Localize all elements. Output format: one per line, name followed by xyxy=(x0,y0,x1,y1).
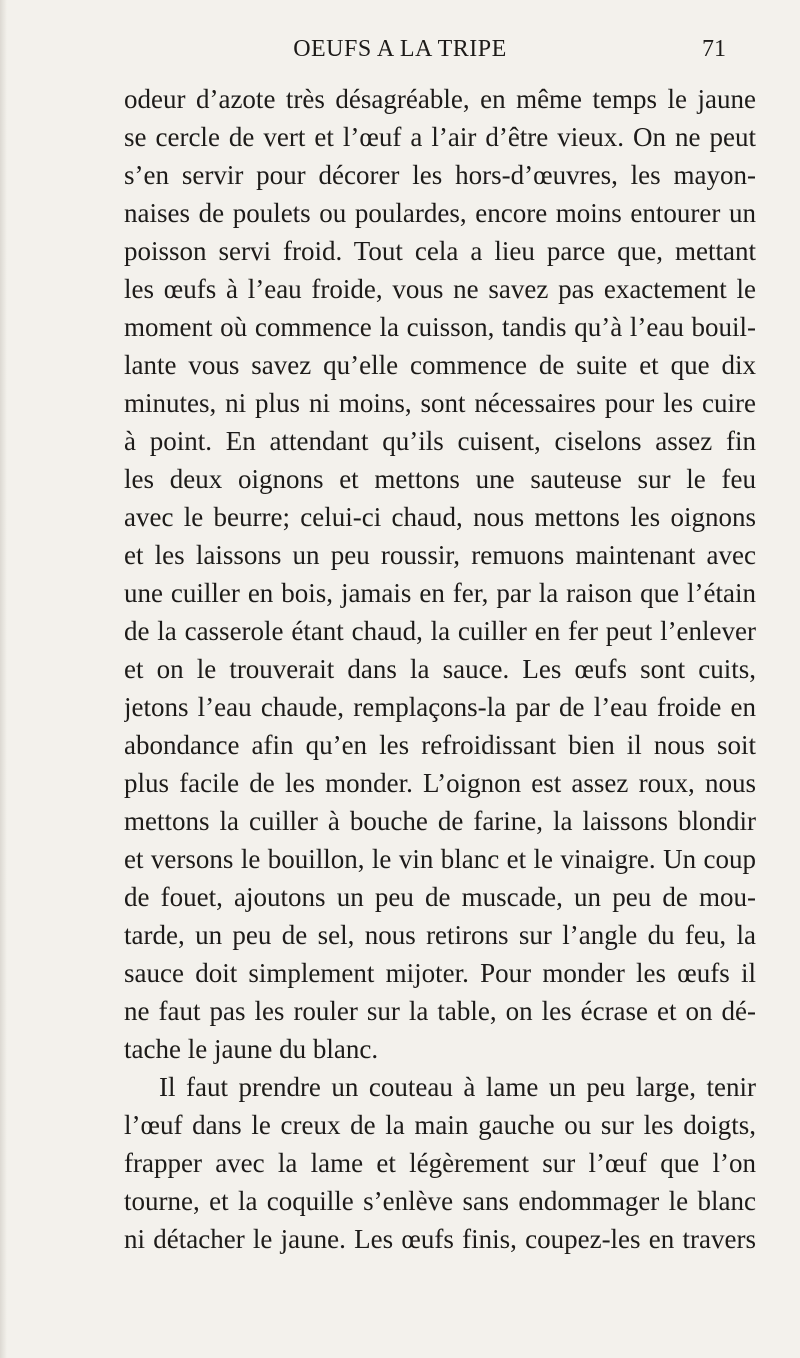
text-line: avec le beurre; celui-ci chaud, nous mettons les oignons xyxy=(124,502,756,532)
text-line: s’en servir pour décorer les hors-d’œuvres, les mayon- xyxy=(124,160,756,190)
text-line: minutes, ni plus ni moins, sont nécessaires pour les cuire xyxy=(124,388,756,418)
text-line: tarde, un peu de sel, nous retirons sur l’angle du feu, la xyxy=(124,920,756,950)
text-line: poisson servi froid. Tout cela a lieu parce que, mettant xyxy=(124,236,756,266)
text-line: Il faut prendre un couteau à lame un peu large, tenir xyxy=(159,1072,756,1102)
text-line: mettons la cuiller à bouche de farine, la laissons blondir xyxy=(124,806,756,836)
page-edge-shadow xyxy=(0,0,7,1358)
text-line: abondance afin qu’en les refroidissant bien il nous soit xyxy=(124,730,756,760)
text-line: jetons l’eau chaude, remplaçons-la par de l’eau froide en xyxy=(124,692,756,722)
text-line: ni détacher le jaune. Les œufs finis, coupez-les en travers xyxy=(124,1224,756,1254)
text-line: de la casserole étant chaud, la cuiller en fer peut l’enlever xyxy=(124,616,756,646)
text-line: se cercle de vert et l’œuf a l’air d’être vieux. On ne peut xyxy=(124,122,756,152)
text-line: lante vous savez qu’elle commence de suite et que dix xyxy=(124,350,756,380)
text-line: odeur d’azote très désagréable, en même temps le jaune xyxy=(124,84,756,114)
text-line: de fouet, ajoutons un peu de muscade, un peu de mou- xyxy=(124,882,756,912)
text-line: à point. En attendant qu’ils cuisent, ciselons assez fin xyxy=(124,426,756,456)
text-line: l’œuf dans le creux de la main gauche ou sur les doigts, xyxy=(124,1110,756,1140)
text-line: et versons le bouillon, le vin blanc et le vinaigre. Un coup xyxy=(124,844,756,874)
text-line: sauce doit simplement mijoter. Pour monder les œufs il xyxy=(124,958,756,988)
text-line: une cuiller en bois, jamais en fer, par la raison que l’étain xyxy=(124,578,756,608)
text-line: et les laissons un peu roussir, remuons maintenant avec xyxy=(124,540,756,570)
text-line: moment où commence la cuisson, tandis qu’à l’eau bouil- xyxy=(124,312,756,342)
text-line: frapper avec la lame et légèrement sur l’œuf que l’on xyxy=(124,1148,756,1178)
text-line: tache le jaune du blanc. xyxy=(124,1034,379,1064)
running-title: OEUFS A LA TRIPE xyxy=(293,36,507,62)
text-line: naises de poulets ou poulardes, encore moins entourer un xyxy=(124,198,756,228)
page-number: 71 xyxy=(702,36,726,62)
text-line: ne faut pas les rouler sur la table, on les écrase et on dé- xyxy=(124,996,756,1026)
text-line: tourne, et la coquille s’enlève sans endommager le blanc xyxy=(124,1186,756,1216)
text-line: les deux oignons et mettons une sauteuse sur le feu xyxy=(124,464,756,494)
text-line: et on le trouverait dans la sauce. Les œufs sont cuits, xyxy=(124,654,756,684)
page-header xyxy=(0,36,800,66)
text-line: plus facile de les monder. L’oignon est assez roux, nous xyxy=(124,768,756,798)
text-line: les œufs à l’eau froide, vous ne savez pas exactement le xyxy=(124,274,756,304)
